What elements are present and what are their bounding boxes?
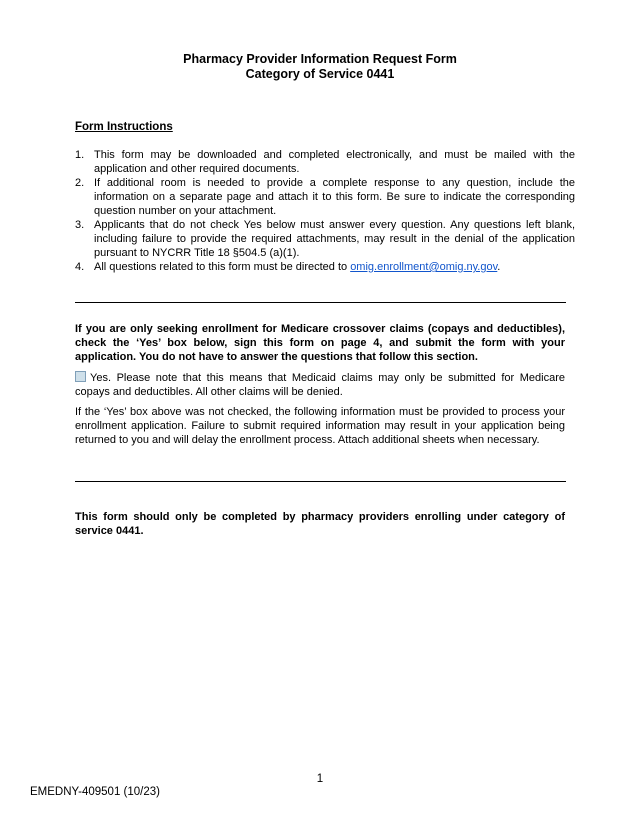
eligibility-note: This form should only be completed by pharmacy providers enrolling under category of service 0441.	[75, 511, 565, 537]
crossover-notice: If you are only seeking enrollment for Medicare crossover claims (copays and deductibles), check the ‘Yes’ box below, sign this form on page 4, and submit the form with your application. You do not have to answer the questions that follow this section.	[75, 323, 565, 363]
section-divider	[75, 481, 566, 482]
instruction-item	[75, 260, 575, 274]
instruction-text: All questions related to this form must be directed to	[94, 261, 351, 273]
instruction-number: 3.	[75, 219, 85, 231]
instruction-text: This form may be downloaded and completed electronically, and must be mailed with the application and other required documents.	[94, 149, 575, 175]
followup-instructions: If the ‘Yes’ box above was not checked, the following information must be provided to process your enrollment application. Failure to submit required information may result in your application being returned to you and will delay the enrollment process. Attach additional sheets when necessary.	[75, 406, 565, 446]
yes-label: Yes. Please note that this means that Medicaid claims may only be submitted for Medicare copays and deductibles. All other claims will be denied.	[75, 372, 565, 398]
instruction-item	[75, 218, 575, 260]
yes-option	[75, 371, 565, 399]
instruction-item	[75, 176, 575, 218]
instruction-item	[75, 148, 575, 176]
instruction-number: 1.	[75, 149, 85, 161]
instruction-text: If additional room is needed to provide a complete response to any question, include the information on a separate page and attach it to this form. Be sure to indicate the corresponding question number on your attachment.	[94, 177, 575, 217]
yes-checkbox[interactable]	[75, 371, 86, 382]
instruction-number: 2.	[75, 177, 85, 189]
form-title	[0, 52, 640, 82]
instructions-list	[75, 148, 575, 274]
instruction-text: Applicants that do not check Yes below must answer every question. Any questions left blank, including failure to provide the required attachments, may result in the denial of the application pursuant to NYCRR Title 18 §504.5 (a)(1).	[94, 219, 575, 259]
instruction-number: 4.	[75, 261, 85, 273]
form-title-line1: Pharmacy Provider Information Request Form	[183, 52, 457, 66]
instructions-heading: Form Instructions	[75, 121, 173, 133]
form-id: EMEDNY-409501 (10/23)	[30, 786, 160, 798]
instruction-text-end: .	[497, 261, 501, 273]
section-divider	[75, 302, 566, 303]
contact-email-link[interactable]: omig.enrollment@omig.ny.gov	[350, 261, 498, 273]
page-number: 1	[316, 773, 324, 785]
form-title-line2: Category of Service 0441	[245, 67, 395, 81]
